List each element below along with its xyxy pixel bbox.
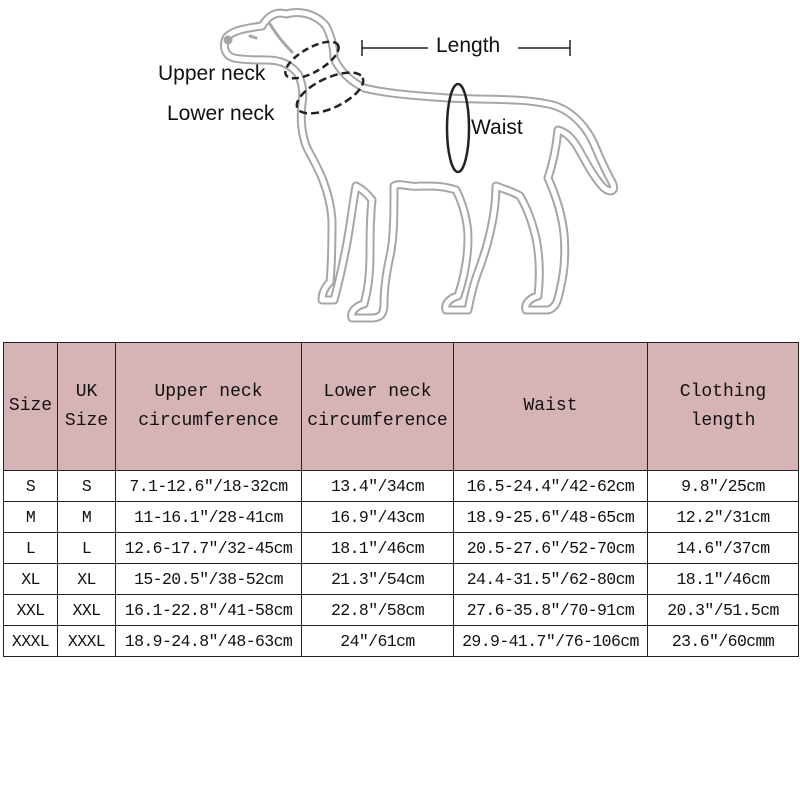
table-row bbox=[4, 502, 799, 533]
lower-neck-ellipse bbox=[291, 64, 369, 122]
header-upper-neck: Upper neck circumference bbox=[116, 343, 302, 471]
cell-size: XXL bbox=[4, 595, 58, 626]
cell-upper-neck: 7.1-12.6″/18-32cm bbox=[116, 471, 302, 502]
cell-clothing-length: 12.2″/31cm bbox=[648, 502, 799, 533]
cell-lower-neck: 13.4″/34cm bbox=[302, 471, 454, 502]
cell-upper-neck: 11-16.1″/28-41cm bbox=[116, 502, 302, 533]
cell-upper-neck: 16.1-22.8″/41-58cm bbox=[116, 595, 302, 626]
table-row bbox=[4, 533, 799, 564]
cell-uk-size: S bbox=[58, 471, 116, 502]
header-uk-size: UK Size bbox=[58, 343, 116, 471]
header-lower-neck: Lower neck circumference bbox=[302, 343, 454, 471]
cell-lower-neck: 21.3″/54cm bbox=[302, 564, 454, 595]
cell-clothing-length: 20.3″/51.5cm bbox=[648, 595, 799, 626]
cell-uk-size: L bbox=[58, 533, 116, 564]
cell-waist: 29.9-41.7″/76-106cm bbox=[454, 626, 648, 657]
cell-lower-neck: 22.8″/58cm bbox=[302, 595, 454, 626]
eye-line bbox=[250, 36, 256, 38]
cell-clothing-length: 14.6″/37cm bbox=[648, 533, 799, 564]
dog-silhouette bbox=[224, 13, 613, 319]
cell-waist: 20.5-27.6″/52-70cm bbox=[454, 533, 648, 564]
cell-size: M bbox=[4, 502, 58, 533]
ear-line bbox=[270, 24, 292, 52]
cell-lower-neck: 24″/61cm bbox=[302, 626, 454, 657]
upper-neck-label: Upper neck bbox=[158, 62, 266, 85]
length-label: Length bbox=[436, 34, 501, 57]
cell-waist: 16.5-24.4″/42-62cm bbox=[454, 471, 648, 502]
cell-waist: 18.9-25.6″/48-65cm bbox=[454, 502, 648, 533]
waist-label: Waist bbox=[471, 116, 523, 139]
cell-upper-neck: 18.9-24.8″/48-63cm bbox=[116, 626, 302, 657]
header-clothing-length: Clothing length bbox=[648, 343, 799, 471]
cell-lower-neck: 18.1″/46cm bbox=[302, 533, 454, 564]
table-row bbox=[4, 626, 799, 657]
cell-lower-neck: 16.9″/43cm bbox=[302, 502, 454, 533]
lower-neck-label: Lower neck bbox=[167, 102, 275, 125]
cell-upper-neck: 12.6-17.7″/32-45cm bbox=[116, 533, 302, 564]
cell-clothing-length: 18.1″/46cm bbox=[648, 564, 799, 595]
cell-size: L bbox=[4, 533, 58, 564]
cell-clothing-length: 9.8″/25cm bbox=[648, 471, 799, 502]
size-chart-table bbox=[3, 342, 799, 657]
cell-upper-neck: 15-20.5″/38-52cm bbox=[116, 564, 302, 595]
cell-size: S bbox=[4, 471, 58, 502]
cell-uk-size: XXL bbox=[58, 595, 116, 626]
header-size: Size bbox=[4, 343, 58, 471]
cell-size: XL bbox=[4, 564, 58, 595]
cell-clothing-length: 23.6″/60cmm bbox=[648, 626, 799, 657]
cell-uk-size: M bbox=[58, 502, 116, 533]
cell-waist: 24.4-31.5″/62-80cm bbox=[454, 564, 648, 595]
table-row bbox=[4, 595, 799, 626]
table-row bbox=[4, 471, 799, 502]
dog-outline-illustration bbox=[0, 0, 800, 330]
cell-size: XXXL bbox=[4, 626, 58, 657]
cell-waist: 27.6-35.8″/70-91cm bbox=[454, 595, 648, 626]
cell-uk-size: XXXL bbox=[58, 626, 116, 657]
table-row bbox=[4, 564, 799, 595]
dog-measurement-diagram bbox=[0, 0, 800, 330]
table-header-row bbox=[4, 343, 799, 471]
header-waist: Waist bbox=[454, 343, 648, 471]
nose-dot bbox=[224, 36, 232, 44]
cell-uk-size: XL bbox=[58, 564, 116, 595]
